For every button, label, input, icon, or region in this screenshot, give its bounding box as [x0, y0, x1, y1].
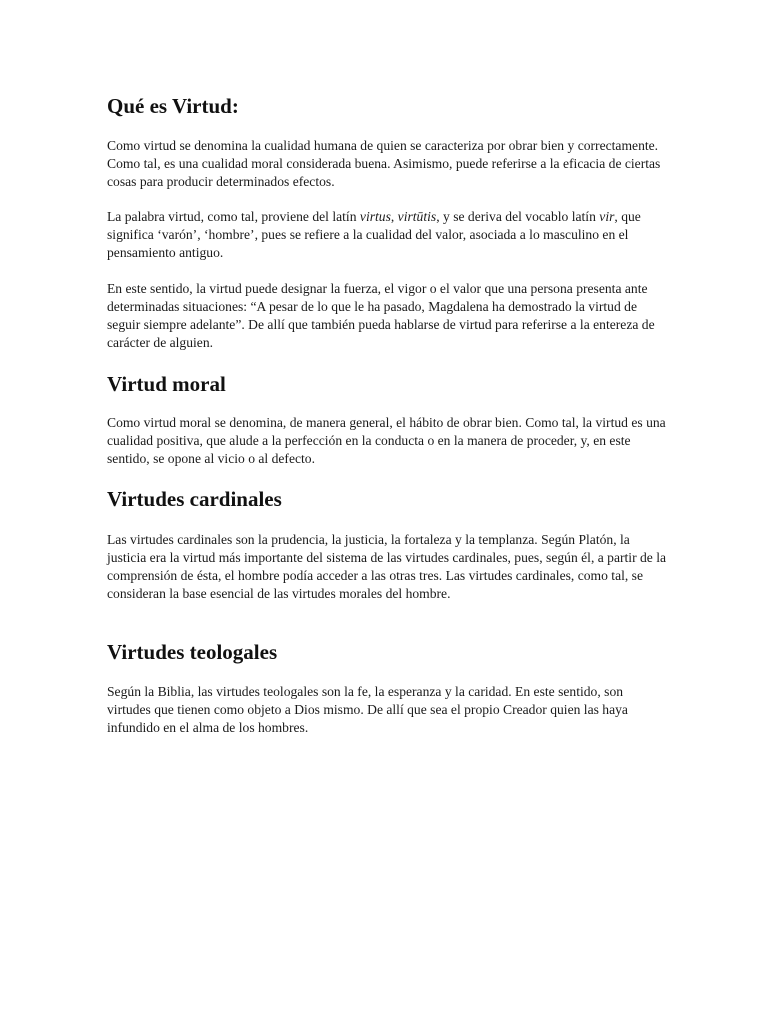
heading-virtudes-teologales: Virtudes teologales	[107, 640, 278, 664]
paragraph-etymology	[107, 208, 667, 262]
latin-term-vir: vir	[599, 209, 615, 224]
heading-virtud-moral: Virtud moral	[107, 372, 226, 396]
paragraph-definition: Como virtud se denomina la cualidad humana de quien se caracteriza por obrar bien y correctamente. Como tal, es una cualidad moral considerada buena. Asimismo, puede referirse a la eficacia de ciertas cosas para producir determinados efectos.	[107, 138, 661, 189]
etymology-text-mid: , y se deriva del vocablo latín	[436, 209, 600, 224]
paragraph-virtudes-cardinales: Las virtudes cardinales son la prudencia, la justicia, la fortaleza y la templanza. Según Platón, la justicia era la virtud más importante del sistema de las virtudes cardinales, pues, según él, a partir de la comprensión de ésta, el hombre podía acceder a las otras tres. Las virtudes cardinales, como tal, se consideran la base esencial de las virtudes morales del hombre.	[107, 532, 667, 601]
etymology-text-pre: La palabra virtud, como tal, proviene del latín	[107, 209, 360, 224]
latin-term-virtutis: virtūtis	[397, 209, 437, 224]
etymology-separator: ,	[390, 209, 398, 224]
paragraph-sense: En este sentido, la virtud puede designar la fuerza, el vigor o el valor que una persona presenta ante determinadas situaciones: “A pesar de lo que le ha pasado, Magdalena ha demostrado la virtud de seguir siempre adelante”. De allí que también pueda hablarse de virtud para referirse a la entereza de carácter de alguien.	[107, 281, 655, 350]
paragraph-virtudes-teologales: Según la Biblia, las virtudes teologales son la fe, la esperanza y la caridad. En este sentido, son virtudes que tienen como objeto a Dios mismo. De allí que sea el propio Creador quien las haya infundido en el alma de los hombres.	[107, 684, 628, 735]
heading-que-es-virtud: Qué es Virtud:	[107, 94, 239, 118]
etymology-text-post: , que significa ‘varón’, ‘hombre’, pues se refiere a la cualidad del valor, asociada a lo masculino en el pensamiento antiguo.	[107, 209, 641, 260]
paragraph-virtud-moral: Como virtud moral se denomina, de manera general, el hábito de obrar bien. Como tal, la virtud es una cualidad positiva, que alude a la perfección en la conducta o en la manera de proceder, y, en este sentido, se opone al vicio o al defecto.	[107, 415, 666, 466]
latin-term-virtus: virtus	[359, 209, 391, 224]
heading-virtudes-cardinales: Virtudes cardinales	[107, 487, 282, 511]
